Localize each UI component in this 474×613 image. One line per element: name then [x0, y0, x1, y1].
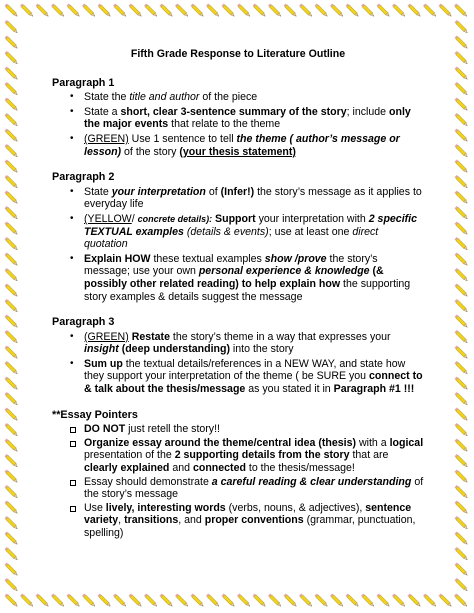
pencil-icon: [5, 98, 19, 112]
pencil-icon: [206, 4, 220, 18]
pencil-icon: [5, 67, 19, 81]
pencil-icon: [455, 578, 469, 592]
paragraph-1-heading: Paragraph 1: [52, 76, 115, 89]
bullet-icon: •: [70, 252, 74, 264]
pencil-icon: [113, 594, 127, 608]
pencil-icon: [5, 516, 19, 530]
pencil-icon: [315, 4, 329, 18]
pencil-icon: [284, 594, 298, 608]
pencil-icon: [5, 532, 19, 546]
pencil-icon: [144, 4, 158, 18]
pencil-icon: [455, 330, 469, 344]
pencil-icon: [20, 594, 34, 608]
pencil-icon: [455, 299, 469, 313]
pencil-icon: [5, 361, 19, 375]
pencil-icon: [5, 284, 19, 298]
pencil-icon: [315, 594, 329, 608]
essay-pointers-heading: **Essay Pointers: [52, 408, 138, 421]
pencil-icon: [455, 315, 469, 329]
square-bullet-icon: [70, 441, 76, 447]
pencil-icon: [175, 4, 189, 18]
pencil-icon: [82, 594, 96, 608]
pencil-icon: [5, 346, 19, 360]
paragraph-2-heading: Paragraph 2: [52, 171, 115, 184]
bullet-icon: •: [70, 330, 74, 342]
paragraph-3-heading: Paragraph 3: [52, 316, 115, 329]
pencil-icon: [408, 4, 422, 18]
list-item: • Explain HOW these textual examples show /prove the story’s message; use your own personal experience & knowledge (& possibly other related reading) to help explain how the supporting story examples & details suggest the message: [70, 252, 411, 303]
pencil-icon: [455, 175, 469, 189]
pencil-icon: [284, 4, 298, 18]
pencil-icon: [36, 4, 50, 18]
pencil-icon: [377, 594, 391, 608]
pencil-icon: [455, 454, 469, 468]
pencil-icon: [5, 563, 19, 577]
pencil-icon: [5, 253, 19, 267]
pencil-icon: [191, 594, 205, 608]
pencil-icon: [160, 594, 174, 608]
pencil-icon: [5, 36, 19, 50]
pencil-icon: [455, 144, 469, 158]
pencil-icon: [330, 4, 344, 18]
pencil-icon: [268, 594, 282, 608]
pencil-icon: [455, 20, 469, 34]
pencil-icon: [455, 237, 469, 251]
pencil-icon: [5, 454, 19, 468]
pencil-icon: [5, 206, 19, 220]
pencil-icon: [5, 51, 19, 65]
pencil-icon: [5, 439, 19, 453]
list-item: • (YELLOW/ concrete details): Support your interpretation with 2 specific TEXTUAL examples (details & events); use at least one direct quotation: [70, 212, 418, 251]
pencil-icon: [5, 315, 19, 329]
pencil-icon: [455, 268, 469, 282]
pencil-icon: [330, 594, 344, 608]
pencil-icon: [455, 206, 469, 220]
pencil-icon: [5, 268, 19, 282]
pencil-icon: [455, 67, 469, 81]
list-item: • State a short, clear 3-sentence summary of the story; include only the major events that relate to the theme: [70, 105, 411, 131]
pencil-icon: [5, 175, 19, 189]
pencil-icon: [5, 330, 19, 344]
pencil-icon: [5, 547, 19, 561]
pencil-icon: [82, 4, 96, 18]
pencil-icon: [423, 594, 437, 608]
pencil-icon: [392, 594, 406, 608]
pencil-icon: [5, 222, 19, 236]
list-item: • (GREEN) Use 1 sentence to tell the theme ( author’s message or lesson) of the story (your thesis statement): [70, 132, 400, 158]
bullet-icon: •: [70, 212, 74, 224]
pencil-icon: [129, 594, 143, 608]
pencil-icon: [455, 377, 469, 391]
pencil-icon: [455, 82, 469, 96]
pencil-icon: [455, 485, 469, 499]
pencil-icon: [299, 594, 313, 608]
pencil-icon: [454, 594, 468, 608]
pencil-icon: [5, 423, 19, 437]
pencil-icon: [455, 563, 469, 577]
square-bullet-icon: [70, 480, 76, 486]
pencil-icon: [455, 516, 469, 530]
paragraph-3-list: [52, 331, 424, 396]
pencil-icon: [392, 4, 406, 18]
pencil-icon: [5, 82, 19, 96]
pencil-icon: [222, 594, 236, 608]
bullet-icon: •: [70, 185, 74, 197]
pencil-icon: [455, 346, 469, 360]
pencil-icon: [5, 191, 19, 205]
pencil-icon: [299, 4, 313, 18]
pencil-icon: [5, 20, 19, 34]
pencil-icon: [361, 594, 375, 608]
pencil-icon: [175, 594, 189, 608]
page-title: Fifth Grade Response to Literature Outline: [130, 48, 346, 60]
list-item: • Sum up the textual details/references in a NEW WAY, and state how they support your interpretation of the theme ( be SURE you connect to & talk about the thesis/message as you stated it in Paragraph #1 !!!: [70, 357, 423, 396]
pencil-icon: [113, 4, 127, 18]
pencil-icon: [5, 113, 19, 127]
pencil-icon: [268, 4, 282, 18]
pencil-icon: [36, 594, 50, 608]
pencil-icon: [377, 4, 391, 18]
pencil-icon: [408, 594, 422, 608]
pencil-icon: [5, 392, 19, 406]
pencil-icon: [346, 4, 360, 18]
pencil-icon: [5, 377, 19, 391]
pencil-icon: [5, 485, 19, 499]
pencil-icon: [454, 4, 468, 18]
list-item: • State your interpretation of (Infer!) the story’s message as it applies to everyday life: [70, 185, 422, 211]
document-body: [52, 40, 424, 541]
list-item: DO NOT just retell the story!!: [52, 423, 424, 436]
pencil-icon: [5, 408, 19, 422]
pencil-icon: [5, 299, 19, 313]
pencil-icon: [455, 191, 469, 205]
list-item: Essay should demonstrate a careful reading & clear understanding of the story’s message: [52, 476, 424, 501]
pencil-icon: [129, 4, 143, 18]
pencil-icon: [51, 594, 65, 608]
paragraph-2-list: [52, 186, 424, 303]
list-item: Organize essay around the theme/central idea (thesis) with a logical presentation of the 2 supporting details from the story that are clearly explained and connected to the thesis/message!: [52, 437, 424, 475]
pencil-icon: [5, 594, 19, 608]
list-item: • State the title and author of the piece: [70, 91, 258, 104]
pencil-icon: [455, 284, 469, 298]
pencil-icon: [455, 160, 469, 174]
pencil-icon: [455, 532, 469, 546]
pencil-icon: [5, 578, 19, 592]
pencil-icon: [144, 594, 158, 608]
pencil-icon: [222, 4, 236, 18]
essay-pointers-list: [52, 423, 424, 539]
list-item: • (GREEN) Restate the story’s theme in a way that expresses your insight (deep understanding) into the story: [70, 330, 391, 356]
pencil-icon: [439, 594, 453, 608]
pencil-icon: [237, 4, 251, 18]
pencil-icon: [253, 4, 267, 18]
pencil-icon: [346, 594, 360, 608]
pencil-icon: [5, 144, 19, 158]
pencil-icon: [455, 36, 469, 50]
square-bullet-icon: [70, 506, 76, 512]
pencil-icon: [5, 4, 19, 18]
list-item: Use lively, interesting words (verbs, nouns, & adjectives), sentence variety, transitions, and proper conventions (grammar, punctuation, spelling): [52, 502, 424, 540]
pencil-icon: [455, 439, 469, 453]
pencil-icon: [455, 392, 469, 406]
bullet-icon: •: [70, 105, 74, 117]
pencil-icon: [455, 253, 469, 267]
pencil-icon: [98, 4, 112, 18]
bullet-icon: •: [70, 357, 74, 369]
pencil-icon: [206, 594, 220, 608]
pencil-icon: [455, 470, 469, 484]
pencil-icon: [237, 594, 251, 608]
paragraph-1-list: [52, 91, 424, 158]
pencil-icon: [5, 237, 19, 251]
pencil-icon: [439, 4, 453, 18]
pencil-icon: [67, 594, 81, 608]
pencil-icon: [455, 51, 469, 65]
pencil-icon: [455, 361, 469, 375]
pencil-icon: [423, 4, 437, 18]
pencil-icon: [253, 594, 267, 608]
pencil-icon: [5, 129, 19, 143]
square-bullet-icon: [70, 427, 76, 433]
bullet-icon: •: [70, 132, 74, 144]
pencil-icon: [191, 4, 205, 18]
pencil-icon: [455, 222, 469, 236]
pencil-icon: [455, 113, 469, 127]
pencil-icon: [5, 160, 19, 174]
pencil-icon: [98, 594, 112, 608]
pencil-icon: [20, 4, 34, 18]
pencil-icon: [455, 98, 469, 112]
pencil-icon: [5, 470, 19, 484]
bullet-icon: •: [70, 91, 74, 103]
pencil-icon: [455, 423, 469, 437]
pencil-icon: [455, 501, 469, 515]
pencil-icon: [51, 4, 65, 18]
essay-pointers: [52, 409, 424, 540]
pencil-icon: [455, 408, 469, 422]
pencil-icon: [455, 129, 469, 143]
pencil-icon: [361, 4, 375, 18]
pencil-icon: [5, 501, 19, 515]
pencil-icon: [160, 4, 174, 18]
pencil-icon: [455, 547, 469, 561]
pencil-icon: [67, 4, 81, 18]
